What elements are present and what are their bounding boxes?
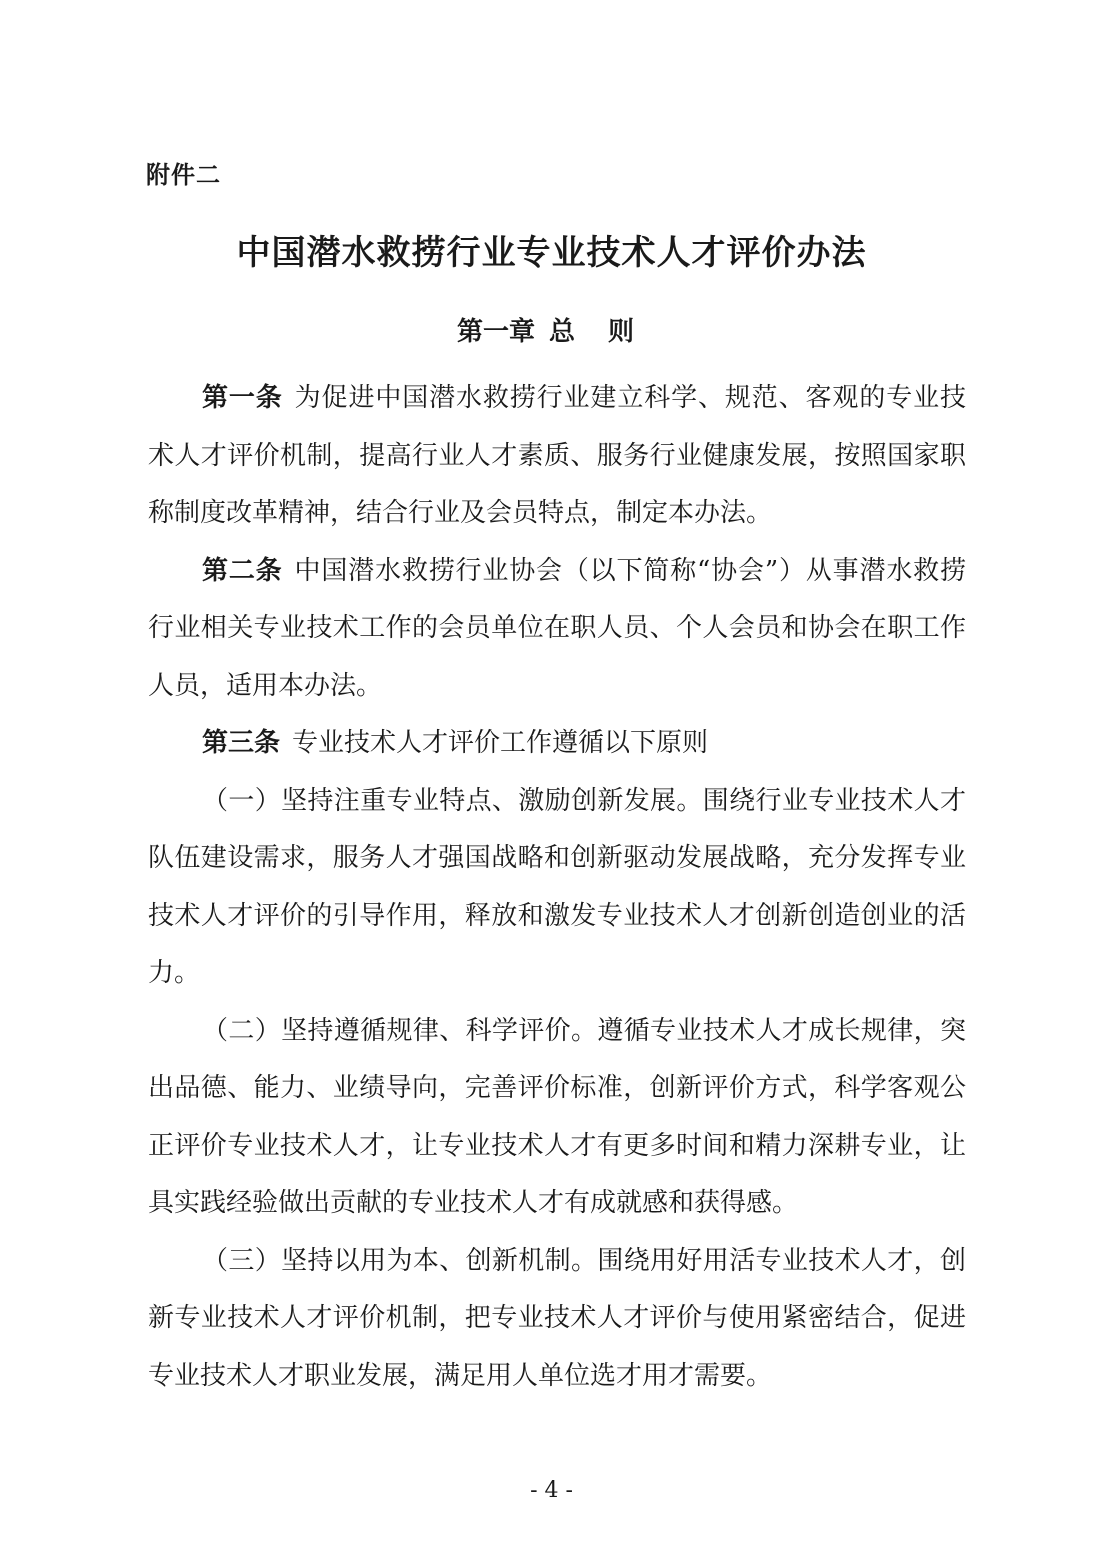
principle-text: （三）坚持以用为本、创新机制。围绕用好用活专业技术人才，创新专业技术人才评价机制，把专业技术人才评价与使用紧密结合，促进专业技术人才职业发展，满足用人单位选才用才需要。 bbox=[148, 1245, 966, 1391]
chapter-heading bbox=[0, 311, 1103, 348]
article-number: 第二条 bbox=[202, 555, 283, 586]
article-text: 专业技术人才评价工作遵循以下原则 bbox=[292, 728, 709, 758]
article-number: 第三条 bbox=[202, 728, 281, 758]
document-title: 中国潜水救捞行业专业技术人才评价办法 bbox=[236, 233, 867, 273]
article-text: 中国潜水救捞行业协会（以下简称“协会”）从事潜水救捞行业相关专业技术工作的会员单位在职人员、个人会员和协会在职工作人员，适用本办法。 bbox=[148, 555, 966, 701]
page-number: - 4 - bbox=[530, 1478, 573, 1503]
article-number: 第一条 bbox=[202, 383, 283, 413]
chapter-name: 总 则 bbox=[548, 317, 647, 347]
chapter-number: 第一章 bbox=[456, 317, 535, 347]
document-body bbox=[148, 370, 966, 1405]
attachment-label: 附件二 bbox=[146, 161, 221, 189]
article-paragraph bbox=[148, 543, 966, 716]
article-paragraph bbox=[148, 370, 966, 543]
article-paragraph bbox=[148, 715, 966, 773]
principle-text: （二）坚持遵循规律、科学评价。遵循专业技术人才成长规律，突出品德、能力、业绩导向，完善评价标准，创新评价方式，科学客观公正评价专业技术人才，让专业技术人才有更多时间和精力深耕专业，让具实践经验做出贡献的专业技术人才有成就感和获得感。 bbox=[148, 1015, 966, 1218]
principle-paragraph bbox=[148, 1003, 966, 1233]
principle-paragraph bbox=[148, 773, 966, 1003]
article-text: 为促进中国潜水救捞行业建立科学、规范、客观的专业技术人才评价机制，提高行业人才素质、服务行业健康发展，按照国家职称制度改革精神，结合行业及会员特点，制定本办法。 bbox=[148, 383, 966, 528]
principle-paragraph bbox=[148, 1233, 966, 1406]
principle-text: （一）坚持注重专业特点、激励创新发展。围绕行业专业技术人才队伍建设需求，服务人才强国战略和创新驱动发展战略，充分发挥专业技术人才评价的引导作用，释放和激发专业技术人才创新创造创业的活力。 bbox=[148, 785, 966, 988]
